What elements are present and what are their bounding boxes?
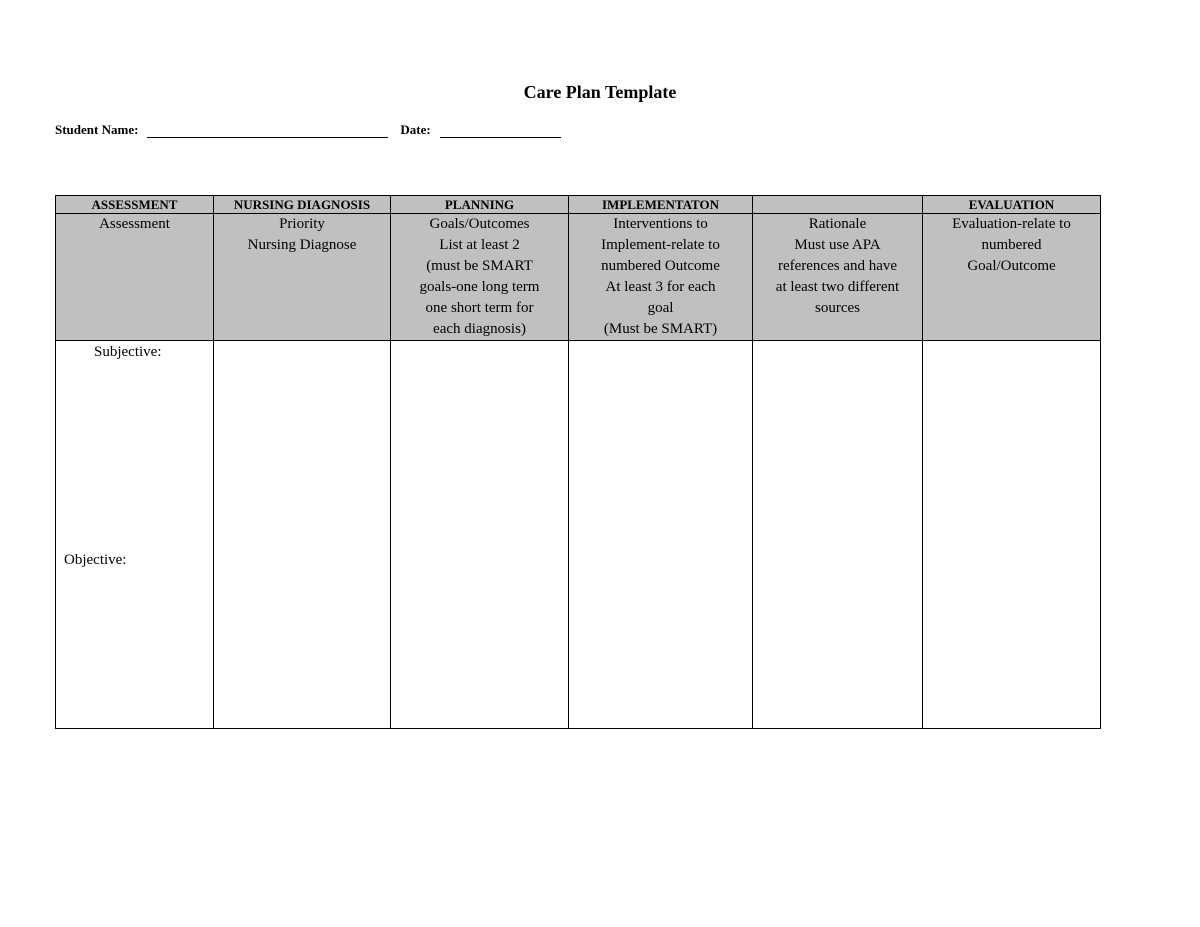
- subheader-line: List at least 2: [439, 237, 520, 253]
- planning-cell[interactable]: [391, 341, 569, 729]
- date-label: Date:: [400, 122, 431, 137]
- subheader-line: one short term for: [425, 300, 534, 316]
- subheader-line: each diagnosis): [433, 321, 526, 337]
- rationale-cell[interactable]: [753, 341, 923, 729]
- subheader-line: Interventions to: [613, 216, 708, 232]
- student-info-row: [55, 122, 561, 138]
- subheader-line: (must be SMART: [426, 258, 533, 274]
- table-header-row: [56, 196, 1101, 214]
- table-body-row: [56, 341, 1101, 729]
- header-implementation: IMPLEMENTATON: [569, 196, 753, 214]
- page-title: Care Plan Template: [523, 82, 677, 102]
- subheader-line: At least 3 for each: [605, 279, 716, 295]
- subheader-line: Nursing Diagnose: [247, 237, 357, 253]
- care-plan-table: [55, 195, 1101, 729]
- subheader-line: goals-one long term: [419, 279, 540, 295]
- date-field[interactable]: [440, 123, 561, 138]
- subheader-line: sources: [815, 300, 860, 316]
- subjective-label: Subjective:: [94, 344, 162, 360]
- subheader-line: references and have: [777, 258, 898, 274]
- subheader-line: Assessment: [99, 216, 170, 232]
- subheader-line: numbered: [981, 237, 1042, 253]
- header-assessment: ASSESSMENT: [56, 196, 214, 214]
- header-nursing-diagnosis: NURSING DIAGNOSIS: [214, 196, 391, 214]
- table-subheader-row: [56, 214, 1101, 341]
- objective-label: Objective:: [64, 552, 127, 568]
- subheader-line: Evaluation-relate to: [952, 216, 1071, 232]
- subheader-nursing-diagnosis: [214, 214, 391, 341]
- subheader-assessment: [56, 214, 214, 341]
- subheader-line: Goal/Outcome: [967, 258, 1056, 274]
- evaluation-cell[interactable]: [923, 341, 1101, 729]
- implementation-cell[interactable]: [569, 341, 753, 729]
- header-planning: PLANNING: [391, 196, 569, 214]
- header-rationale: [753, 196, 923, 214]
- header-evaluation: EVALUATION: [923, 196, 1101, 214]
- subheader-evaluation: [923, 214, 1101, 341]
- subheader-line: goal: [647, 300, 674, 316]
- subheader-line: Priority: [279, 216, 325, 232]
- nursing-diagnosis-cell[interactable]: [214, 341, 391, 729]
- subheader-implementation: [569, 214, 753, 341]
- subheader-line: Goals/Outcomes: [429, 216, 530, 232]
- subheader-rationale: [753, 214, 923, 341]
- subheader-line: at least two different: [775, 279, 900, 295]
- assessment-cell[interactable]: [56, 341, 214, 729]
- subheader-line: Must use APA: [794, 237, 881, 253]
- subheader-line: Implement-relate to: [601, 237, 720, 253]
- subheader-line: (Must be SMART): [603, 321, 718, 337]
- student-name-field[interactable]: [147, 123, 388, 138]
- subheader-line: numbered Outcome: [601, 258, 720, 274]
- student-name-label: Student Name:: [55, 122, 139, 137]
- subheader-planning: [391, 214, 569, 341]
- subheader-line: Rationale: [808, 216, 867, 232]
